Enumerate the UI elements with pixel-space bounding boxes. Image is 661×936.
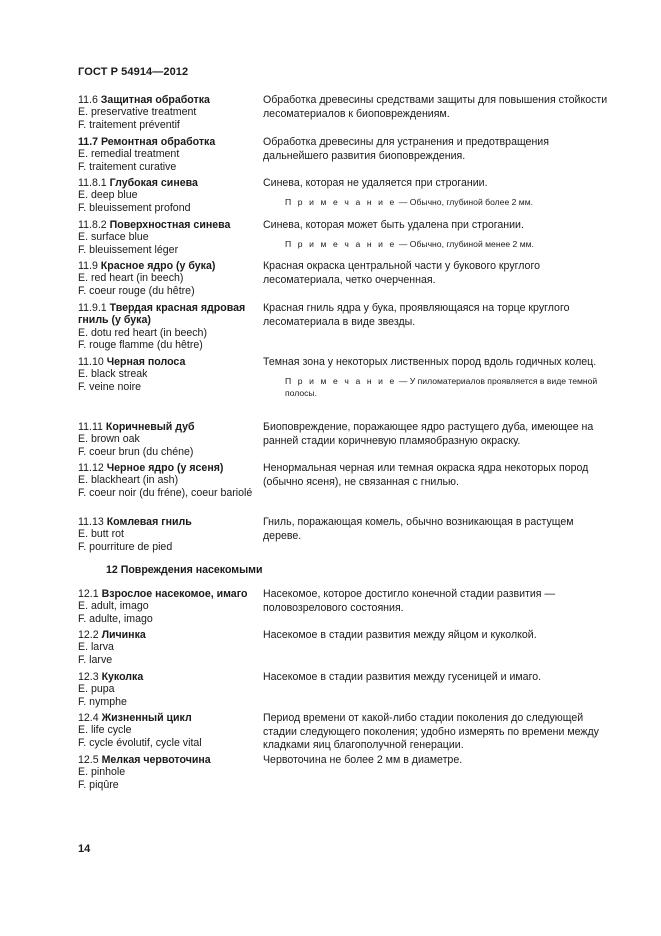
term-name: Красное ядро (у бука) [100, 260, 216, 272]
term-block [78, 177, 263, 214]
term-code: 11.6 [78, 94, 98, 106]
note [263, 375, 608, 399]
term-name: Твердая красная ядровая гниль (у бука) [78, 302, 246, 327]
term-french: F. bleuissement léger [78, 243, 179, 256]
term-code: 11.9 [78, 260, 98, 272]
term-definition: Насекомое, которое достигло конечной стадии развития — половозрелового состояния. [263, 588, 556, 614]
term-name: Коричневый дуб [105, 421, 195, 433]
section-title: 12 Повреждения насекомыми [106, 564, 263, 576]
note-label: П р и м е ч а н и е [285, 375, 397, 386]
term-english: E. dotu red heart (in beech) [78, 326, 207, 339]
term-french: F. coeur rouge (du hêtre) [78, 284, 195, 297]
term-name: Глубокая синева [109, 177, 198, 189]
term-english: E. butt rot [78, 528, 124, 541]
term-block [78, 302, 263, 352]
term-definition: Период времени от какой-либо стадии поколения до следующей стадии следующего поколения; удобно измерять по времени между кладками яиц благополучной генерации. [263, 712, 599, 752]
term-name: Куколка [101, 671, 144, 683]
document-header: ГОСТ Р 54914—2012 [78, 66, 189, 78]
term-name: Комлевая гниль [106, 516, 192, 528]
term-definition: Насекомое в стадии развития между яйцом и куколкой. [263, 629, 537, 641]
term-code: 11.11 [78, 421, 103, 433]
term-code: 11.9.1 [78, 302, 107, 314]
term-english: E. preservative treatment [78, 106, 197, 119]
term-code: 12.5 [78, 754, 99, 766]
term-name: Взрослое насекомое, имаго [101, 588, 248, 600]
term-french: F. pourriture de pied [78, 540, 173, 553]
term-definition: Гниль, поражающая комель, обычно возникающая в растущем дереве. [263, 516, 574, 542]
term-definition: Темная зона у некоторых лиственных пород вдоль годичных колец. [263, 356, 597, 368]
term-french: F. coeur noir (du fréne), coeur bariolé [78, 486, 253, 499]
term-code: 11.12 [78, 462, 104, 474]
term-english: E. adult, imago [78, 600, 149, 613]
term-block [78, 356, 263, 393]
note [263, 196, 608, 208]
term-block [78, 462, 263, 499]
term-block [78, 516, 263, 553]
term-english: E. blackheart (in ash) [78, 474, 179, 487]
term-french: F. traitement curative [78, 160, 177, 173]
term-block [78, 671, 263, 708]
term-definition: Синева, которая не удаляется при строгании. [263, 177, 488, 189]
page-number: 14 [78, 843, 91, 855]
term-block [78, 136, 263, 173]
term-definition: Обработка древесины для устранения и предотвращения дальнейшего развития биоповреждения. [263, 136, 549, 162]
term-name: Черное ядро (у ясеня) [106, 462, 224, 474]
term-name: Ремонтная обработка [101, 136, 216, 148]
term-french: F. nymphe [78, 695, 127, 708]
term-block [78, 754, 263, 791]
term-block [78, 629, 263, 666]
note-text: — Обычно, глубиной более 2 мм. [396, 196, 533, 207]
term-block [78, 94, 263, 131]
note [263, 238, 608, 250]
term-definition-block [263, 177, 608, 208]
term-code: 11.7 [78, 136, 99, 148]
term-code: 12.2 [78, 629, 99, 641]
term-definition: Насекомое в стадии развития между гусеницей и имаго. [263, 671, 542, 683]
term-english: E. remedial treatment [78, 148, 180, 161]
term-block [78, 588, 263, 625]
term-english: E. surface blue [78, 231, 149, 244]
term-definition: Обработка древесины средствами защиты для повышения стойкости лесоматериалов к биоповреждениям. [263, 94, 608, 120]
note-label: П р и м е ч а н и е [285, 196, 397, 207]
term-name: Черная полоса [106, 356, 186, 368]
term-code: 12.3 [78, 671, 99, 683]
term-definition: Красная окраска центральной части у букового круглого лесоматериала, четко очерченная. [263, 260, 540, 286]
note-text: — Обычно, глубиной менее 2 мм. [396, 238, 534, 249]
term-code: 11.8.2 [78, 219, 107, 231]
term-french: F. adulte, imago [78, 612, 153, 625]
note-label: П р и м е ч а н и е [285, 238, 397, 249]
term-french: F. coeur brun (du chéne) [78, 445, 194, 458]
term-name: Защитная обработка [100, 94, 210, 106]
term-block [78, 260, 263, 297]
term-code: 12.1 [78, 588, 99, 600]
term-french: F. veine noire [78, 380, 142, 393]
term-french: F. traitement préventif [78, 118, 180, 131]
term-english: E. deep blue [78, 189, 138, 202]
term-definition: Синева, которая может быть удалена при строгании. [263, 219, 524, 231]
term-definition: Ненормальная черная или темная окраска ядра некоторых пород (обычно ясеня), не связанная с гнилью. [263, 462, 589, 488]
term-code: 11.8.1 [78, 177, 107, 189]
term-block [78, 421, 263, 458]
term-definition: Биоповреждение, поражающее ядро растущего дуба, имеющее на ранней стадии коричневую пламяобразную окраску. [263, 421, 594, 447]
term-code: 11.10 [78, 356, 104, 368]
term-definition-block [263, 356, 608, 399]
term-code: 12.4 [78, 712, 99, 724]
term-code: 11.13 [78, 516, 104, 528]
term-english: E. pupa [78, 683, 115, 696]
term-english: E. life cycle [78, 724, 132, 737]
term-french: F. piqûre [78, 778, 119, 791]
note-text: — У пиломатериалов проявляется в виде темной полосы. [285, 375, 598, 398]
term-english: E. black streak [78, 368, 148, 381]
term-definition: Красная гниль ядра у бука, проявляющаяся на торце круглого лесоматериала в виде звезды. [263, 302, 570, 328]
term-french: F. cycle évolutif, cycle vital [78, 736, 202, 749]
term-name: Жизненный цикл [101, 712, 192, 724]
term-english: E. brown oak [78, 433, 140, 446]
term-block [78, 219, 263, 256]
term-french: F. bleuissement profond [78, 201, 191, 214]
term-english: E. red heart (in beech) [78, 272, 184, 285]
term-french: F. rouge flamme (du hêtre) [78, 339, 203, 352]
term-english: E. pinhole [78, 766, 126, 779]
term-definition-block [263, 219, 608, 250]
term-name: Мелкая червоточина [101, 754, 211, 766]
term-name: Поверхностная синева [109, 219, 231, 231]
term-name: Личинка [101, 629, 146, 641]
term-french: F. larve [78, 653, 113, 666]
term-english: E. larva [78, 641, 114, 654]
term-definition: Червоточина не более 2 мм в диаметре. [263, 754, 463, 766]
term-block [78, 712, 263, 749]
